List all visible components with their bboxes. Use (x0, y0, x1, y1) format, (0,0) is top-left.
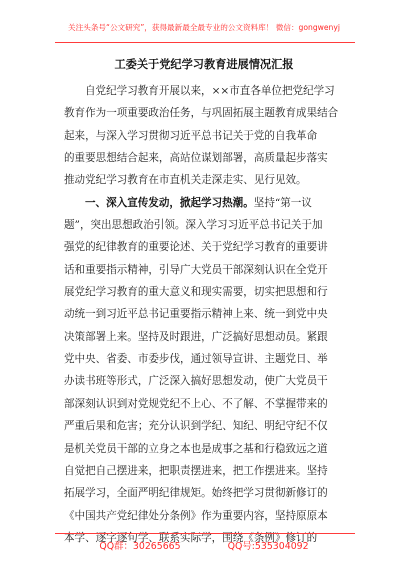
section-heading-continuation: 坚持“第一议 (253, 196, 312, 209)
document-title: 工委关于党纪学习教育进展情况汇报 (114, 58, 294, 71)
body-line: 部深刻认识到对党规党纪不上心、不了解、不掌握带来的 (64, 397, 328, 410)
header-divider (55, 42, 355, 43)
body-line: 自党纪学习教育开展以来，××市直各单位把党纪学习 (85, 85, 335, 97)
promo-banner[interactable]: 关注头条号“公文研究”，获得最新最全最专业的公文资料库！ 微信：gongwenyj (68, 23, 340, 32)
body-line: 拓展学习，全面严明纪律规矩。始终把学习贯彻新修订的 (64, 487, 328, 500)
body-line: 决策部署上来。坚持及时跟进，广泛搞好思想动员。紧跟 (64, 330, 328, 343)
body-line: 话和重要指示精神，引导广大党员干部深刻认识在全党开 (64, 263, 328, 276)
body-line: 的重要思想结合起来，高站位谋划部署，高质量起步落实 (64, 152, 328, 165)
body-line: 本学、逐字逐句学、联系实际学，围绕《条例》修订的 (64, 531, 318, 544)
body-line: 自觉把自己摆进来，把职责摆进来，把工作摆进来。坚持 (64, 464, 328, 477)
body-line: 严重后果和危害；充分认识到学纪、知纪、明纪守纪不仅 (64, 420, 328, 433)
section-heading: 一、深入宣传发动，掀起学习热潮。 (85, 196, 254, 209)
body-line: 题”，突出思想政治引领。深入学习习近平总书记关于加 (64, 219, 323, 232)
qq-number: QQ号:535304092 (227, 541, 309, 552)
body-line: 党中央、省委、市委步伐，通过领导宣讲、主题党日、举 (64, 353, 328, 366)
body-line: 是机关党员干部的立身之本也是成事之基和行稳致远之道 (64, 442, 328, 455)
body-line: 起来，与深入学习贯彻习近平总书记关于党的自我革命 (64, 129, 318, 142)
body-line: 动统一到习近平总书记重要指示精神上来、统一到党中央 (64, 308, 328, 321)
contact-footer (0, 538, 408, 552)
footer-divider (55, 533, 355, 534)
section-heading-line (64, 192, 346, 214)
body-line: 教育作为一项重要政治任务，与巩固拓展主题教育成果结合 (64, 107, 339, 120)
body-line: 办读书班等形式，广泛深入搞好思想发动，使广大党员干 (64, 375, 328, 388)
body-line: 《中国共产党纪律处分条例》作为重要内容，坚持原原本 (64, 509, 328, 522)
body-line: 强党的纪律教育的重要论述、关于党纪学习教育的重要讲 (64, 241, 328, 254)
body-line: 推动党纪学习教育在市直机关走深走实、见行见效。 (64, 174, 307, 187)
document-body (64, 80, 346, 549)
qq-group: QQ群：30265665 (99, 541, 181, 552)
body-line: 展党纪学习教育的重大意义和现实需要，切实把思想和行 (64, 286, 328, 299)
